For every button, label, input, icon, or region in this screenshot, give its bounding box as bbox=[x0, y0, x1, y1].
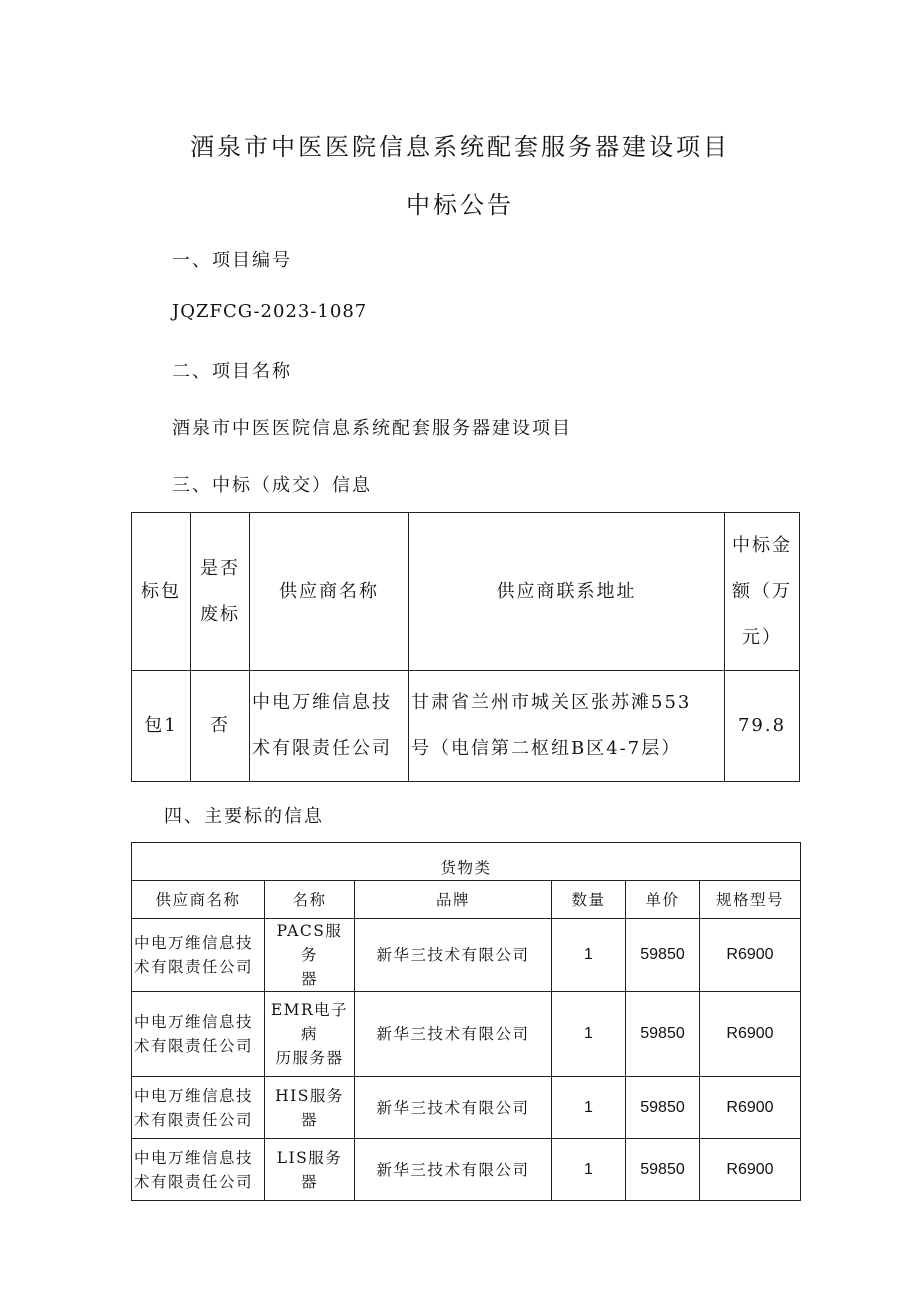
goods-header-quantity: 数量 bbox=[552, 881, 626, 919]
cell-supplier-line1: 中电万维信息技 bbox=[252, 692, 392, 713]
goods-cell-name bbox=[265, 1077, 355, 1139]
goods-row bbox=[132, 1077, 801, 1139]
goods-cell-name-line1: HIS服务器 bbox=[275, 1086, 344, 1129]
goods-cell-supplier bbox=[132, 919, 265, 992]
header-amount bbox=[725, 513, 800, 671]
goods-cell-name bbox=[265, 1139, 355, 1201]
goods-header-row bbox=[132, 881, 801, 919]
goods-cell-supplier-line2: 术有限责任公司 bbox=[134, 958, 254, 976]
goods-category: 货物类 bbox=[132, 843, 801, 881]
goods-cell-supplier-line2: 术有限责任公司 bbox=[134, 1037, 254, 1055]
goods-cell-quantity: 1 bbox=[552, 992, 626, 1077]
section-heading-award-info: 三、中标（成交）信息 bbox=[172, 475, 372, 496]
goods-cell-quantity: 1 bbox=[552, 919, 626, 992]
goods-cell-name-line1: LIS服务器 bbox=[276, 1148, 343, 1191]
cell-supplier bbox=[250, 671, 409, 782]
cell-amount: 79.8 bbox=[725, 671, 800, 782]
cell-abandoned: 否 bbox=[191, 671, 250, 782]
header-amount-line1: 中标金 bbox=[732, 534, 792, 556]
cell-supplier-line2: 术有限责任公司 bbox=[252, 738, 392, 759]
goods-cell-brand: 新华三技术有限公司 bbox=[355, 1139, 552, 1201]
header-package: 标包 bbox=[132, 513, 191, 671]
goods-cell-quantity: 1 bbox=[552, 1077, 626, 1139]
goods-cell-model: R6900 bbox=[700, 1077, 801, 1139]
section-heading-goods-info: 四、主要标的信息 bbox=[164, 806, 324, 827]
header-abandoned-line1: 是否 bbox=[200, 557, 240, 579]
cell-address-line2: 号（电信第二枢纽B区4-7层） bbox=[411, 738, 682, 759]
goods-category-row bbox=[132, 843, 801, 881]
goods-cell-brand: 新华三技术有限公司 bbox=[355, 1077, 552, 1139]
award-table-header-row bbox=[132, 513, 800, 671]
goods-cell-supplier-line1: 中电万维信息技 bbox=[134, 1013, 254, 1031]
goods-header-supplier: 供应商名称 bbox=[132, 881, 265, 919]
cell-address bbox=[409, 671, 725, 782]
goods-cell-supplier-line2: 术有限责任公司 bbox=[134, 1172, 254, 1191]
section-heading-project-number: 一、项目编号 bbox=[172, 250, 292, 271]
goods-cell-supplier-line1: 中电万维信息技 bbox=[134, 1148, 254, 1167]
goods-cell-supplier-line1: 中电万维信息技 bbox=[134, 934, 254, 952]
goods-cell-name-line1: PACS服务 bbox=[276, 922, 343, 964]
goods-cell-model: R6900 bbox=[700, 992, 801, 1077]
goods-cell-unit-price: 59850 bbox=[626, 992, 700, 1077]
goods-header-model: 规格型号 bbox=[700, 881, 801, 919]
goods-cell-unit-price: 59850 bbox=[626, 1139, 700, 1201]
goods-header-brand: 品牌 bbox=[355, 881, 552, 919]
goods-cell-model: R6900 bbox=[700, 919, 801, 992]
goods-row bbox=[132, 1139, 801, 1201]
goods-cell-supplier-line1: 中电万维信息技 bbox=[134, 1086, 254, 1105]
goods-cell-name-line2: 历服务器 bbox=[275, 1049, 344, 1067]
header-amount-line3: 元） bbox=[742, 626, 782, 648]
header-abandoned-line2: 废标 bbox=[200, 603, 240, 625]
goods-cell-name-line1: EMR电子病 bbox=[270, 1001, 349, 1043]
goods-row bbox=[132, 919, 801, 992]
award-table-row bbox=[132, 671, 800, 782]
header-abandoned bbox=[191, 513, 250, 671]
goods-cell-brand: 新华三技术有限公司 bbox=[355, 919, 552, 992]
goods-cell-unit-price: 59850 bbox=[626, 919, 700, 992]
cell-package: 包1 bbox=[132, 671, 191, 782]
goods-cell-unit-price: 59850 bbox=[626, 1077, 700, 1139]
header-amount-line2: 额（万 bbox=[732, 580, 792, 602]
goods-cell-supplier bbox=[132, 1139, 265, 1201]
goods-cell-name-line2: 器 bbox=[300, 970, 318, 988]
goods-cell-supplier bbox=[132, 1077, 265, 1139]
header-address: 供应商联系地址 bbox=[409, 513, 725, 671]
goods-header-unit-price: 单价 bbox=[626, 881, 700, 919]
goods-table bbox=[131, 842, 801, 1201]
goods-cell-brand: 新华三技术有限公司 bbox=[355, 992, 552, 1077]
document-title: 酒泉市中医医院信息系统配套服务器建设项目 bbox=[190, 133, 730, 161]
header-supplier: 供应商名称 bbox=[250, 513, 409, 671]
project-name: 酒泉市中医医院信息系统配套服务器建设项目 bbox=[172, 418, 572, 439]
award-table bbox=[131, 512, 800, 782]
goods-header-name: 名称 bbox=[265, 881, 355, 919]
document-subtitle: 中标公告 bbox=[406, 191, 514, 219]
goods-cell-supplier-line2: 术有限责任公司 bbox=[134, 1110, 254, 1129]
goods-cell-name bbox=[265, 919, 355, 992]
goods-cell-quantity: 1 bbox=[552, 1139, 626, 1201]
goods-cell-model: R6900 bbox=[700, 1139, 801, 1201]
goods-row bbox=[132, 992, 801, 1077]
cell-address-line1: 甘肃省兰州市城关区张苏滩553 bbox=[411, 692, 692, 713]
goods-cell-name bbox=[265, 992, 355, 1077]
goods-cell-supplier bbox=[132, 992, 265, 1077]
project-number: JQZFCG-2023-1087 bbox=[172, 301, 368, 322]
section-heading-project-name: 二、项目名称 bbox=[172, 361, 292, 382]
